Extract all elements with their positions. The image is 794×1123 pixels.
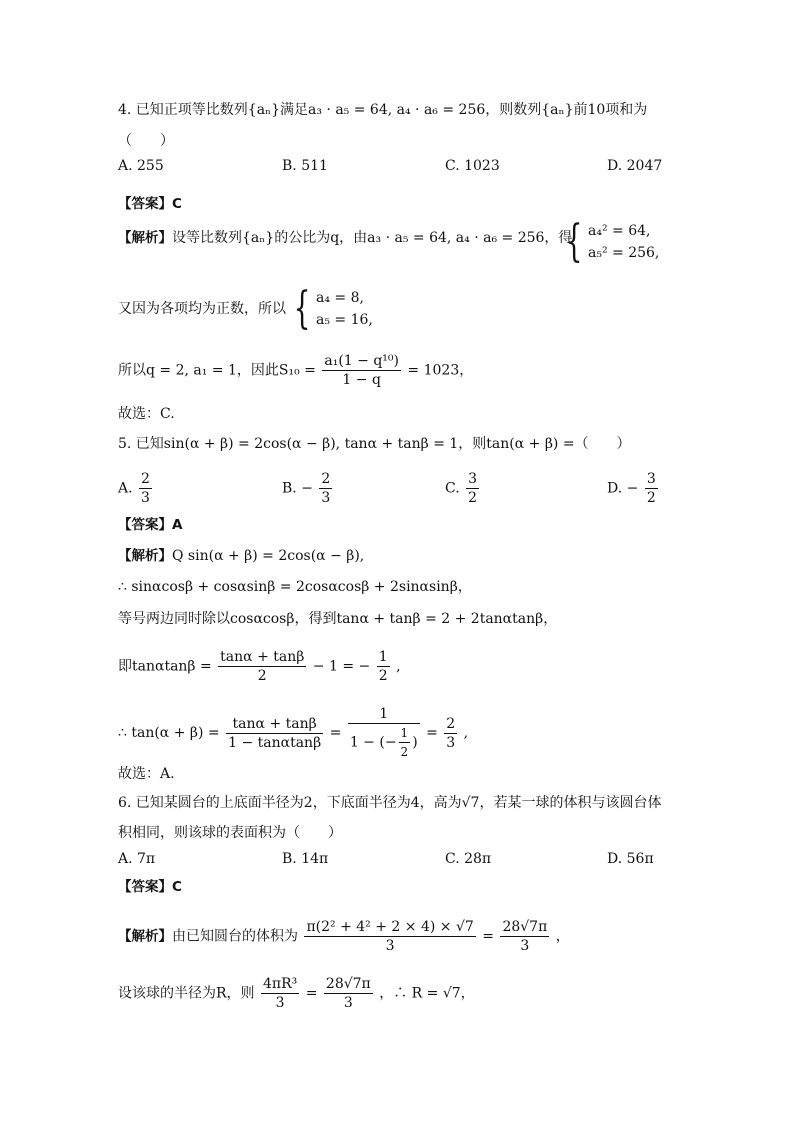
q6-text-2c: ，∴ R = √7，: [379, 985, 475, 1002]
fraction: [304, 918, 475, 955]
nested-fraction: [399, 724, 411, 761]
q6-option-a: A. 7π: [118, 851, 156, 867]
fraction-denominator: 2: [378, 668, 388, 684]
fraction: [500, 918, 549, 955]
system-row: a₅ = 16,: [316, 312, 373, 328]
q5-text-5c: =: [426, 725, 438, 741]
denominator-text: 1 − (−: [349, 734, 397, 751]
fraction-numerator: 1: [399, 724, 411, 743]
q5-answer: 【答案】A: [118, 517, 183, 533]
system-row: a₅² = 256,: [588, 245, 660, 261]
q5-analysis-line-2: ∴ sinαcosβ + cosαsinβ = 2cosαcosβ + 2sinαsinβ，: [118, 579, 472, 595]
q6-stem-1: 6. 已知某圆台的上底面半径为2，下底面半径为4，高为√7，若某一球的体积与该圆台体: [118, 795, 662, 811]
fraction-numerator: 3: [468, 471, 478, 487]
option-label: D.: [607, 480, 623, 497]
fraction-denominator: [348, 724, 420, 761]
fraction-numerator: 2: [141, 471, 150, 487]
q5-analysis-line-3: 等号两边同时除以cosαcosβ，得到tanα + tanβ = 2 + 2tanαtanβ，: [118, 611, 558, 627]
fraction: [226, 715, 323, 752]
q6-text-1a: 由已知圆台的体积为: [172, 928, 298, 945]
q5-text-4c: ,: [396, 658, 401, 675]
q6-answer: 【答案】C: [118, 879, 182, 895]
fraction-numerator: tanα + tanβ: [220, 649, 305, 665]
q4-equation-system-2: [288, 283, 373, 334]
option-sign: −: [626, 480, 639, 497]
q5-text-5b: =: [329, 725, 342, 741]
fraction-numerator: tanα + tanβ: [226, 715, 323, 734]
q5-text-5d: ,: [463, 725, 469, 741]
fraction-denominator: 3: [321, 490, 331, 506]
analysis-label: 【解析】: [118, 928, 172, 945]
fraction-denominator: 3: [446, 734, 456, 751]
fraction: [261, 975, 299, 1012]
option-fraction: [645, 470, 658, 507]
fraction-denominator: 2: [257, 668, 267, 684]
fraction-denominator: 2: [400, 745, 409, 759]
fraction: [444, 715, 457, 752]
fraction: [377, 648, 390, 685]
q5-text-4a: 即tanαtanβ =: [118, 658, 212, 675]
fraction-numerator: 3: [646, 471, 656, 487]
q4-option-c: C. 1023: [445, 158, 500, 174]
q4-option-d: D. 2047: [607, 158, 663, 174]
q6-option-d: D. 56π: [607, 851, 654, 867]
option-fraction: [466, 470, 479, 507]
fraction-denominator: 2: [468, 490, 478, 506]
fraction-numerator: 2: [321, 471, 331, 487]
q5-analysis-line-1: [118, 546, 364, 566]
fraction-denominator: 3: [141, 490, 150, 506]
left-brace-icon: {: [293, 283, 311, 334]
fraction-numerator: 1: [348, 705, 420, 724]
option-sign: −: [301, 480, 313, 497]
q5-option-b: [282, 470, 334, 507]
analysis-label: 【解析】: [118, 548, 172, 564]
q6-text-2b: =: [305, 985, 318, 1002]
q4-equation-system-1: [560, 216, 660, 267]
q4-analysis-line-2: [118, 283, 373, 334]
q6-text-1b: =: [482, 928, 494, 945]
q6-option-c: C. 28π: [445, 851, 492, 867]
q5-option-a: [118, 470, 154, 507]
fraction-denominator: 3: [275, 995, 285, 1011]
q5-text-5a: ∴ tan(α + β) =: [118, 725, 220, 741]
q4-analysis-text-3a: 所以q = 2, a₁ = 1，因此S₁₀ =: [118, 362, 316, 379]
fraction-numerator: 28√7π: [502, 919, 548, 935]
left-brace-icon: {: [565, 216, 583, 267]
analysis-label: 【解析】: [118, 230, 172, 246]
q5-analysis-text-1: Q sin(α + β) = 2cos(α − β),: [172, 548, 365, 564]
q4-choose: 故选：C.: [118, 406, 175, 422]
system-row: a₄² = 64,: [588, 223, 651, 239]
q5-choose: 故选：A.: [118, 766, 175, 782]
q4-analysis-line-1: [118, 216, 660, 267]
q6-option-b: B. 14π: [282, 851, 329, 867]
q4-option-a: A. 255: [118, 158, 164, 174]
q5-option-c: [445, 470, 481, 507]
fraction-denominator: 1 − q: [342, 372, 381, 388]
option-label: B.: [282, 480, 297, 497]
q4-analysis-line-3: [118, 352, 473, 389]
q5-text-4b: − 1 = −: [312, 658, 371, 675]
fraction-numerator: 4πR³: [263, 976, 298, 992]
q4-analysis-text-1: 设等比数列{aₙ}的公比为q，由a₃ · a₅ = 64, a₄ · a₆ = 256，得: [172, 230, 573, 246]
fraction-numerator: 2: [446, 715, 456, 732]
fraction-denominator: 3: [520, 938, 530, 954]
q4-answer-paren: （ ）: [118, 133, 174, 149]
option-label: A.: [118, 480, 133, 497]
option-fraction: [319, 470, 332, 507]
system-row: a₄ = 8,: [316, 290, 364, 306]
q4-analysis-text-2: 又因为各项均为正数，所以: [118, 301, 286, 317]
fraction-numerator: 28√7π: [325, 976, 371, 992]
q6-text-1c: ，: [555, 928, 570, 945]
fraction-denominator: 2: [646, 490, 656, 506]
q6-analysis-line-1: [118, 918, 570, 955]
fraction: [324, 975, 373, 1012]
q4-option-b: B. 511: [282, 158, 328, 174]
q4-stem: 4. 已知正项等比数列{aₙ}满足a₃ · a₅ = 64, a₄ · a₆ = 256，则数列{aₙ}前10项和为: [118, 102, 648, 118]
denominator-text: ): [412, 734, 418, 751]
fraction-denominator: 1 − tanαtanβ: [228, 734, 322, 751]
sum-fraction: [322, 352, 401, 389]
fraction-numerator: 1: [378, 649, 388, 665]
q4-analysis-text-3b: = 1023，: [407, 362, 474, 379]
q5-stem: 5. 已知sin(α + β) = 2cos(α − β), tanα + tanβ = 1，则tan(α + β) =（ ）: [118, 436, 631, 452]
fraction-denominator: 3: [343, 995, 353, 1011]
option-fraction: [139, 470, 152, 507]
fraction-numerator: a₁(1 − q¹⁰): [324, 353, 399, 369]
q5-option-d: [607, 470, 660, 507]
option-label: C.: [445, 480, 460, 497]
q4-answer: 【答案】C: [118, 196, 182, 212]
fraction: [348, 705, 420, 761]
fraction-denominator: 3: [385, 938, 395, 954]
fraction-numerator: π(2² + 4² + 2 × 4) × √7: [306, 919, 474, 935]
q5-analysis-line-4: [118, 648, 401, 685]
q6-text-2a: 设该球的半径为R，则: [118, 985, 255, 1002]
fraction: [218, 648, 306, 685]
q5-analysis-line-5: [118, 705, 468, 761]
q6-analysis-line-2: [118, 975, 475, 1012]
q6-stem-2: 积相同，则该球的表面积为（ ）: [118, 825, 342, 841]
